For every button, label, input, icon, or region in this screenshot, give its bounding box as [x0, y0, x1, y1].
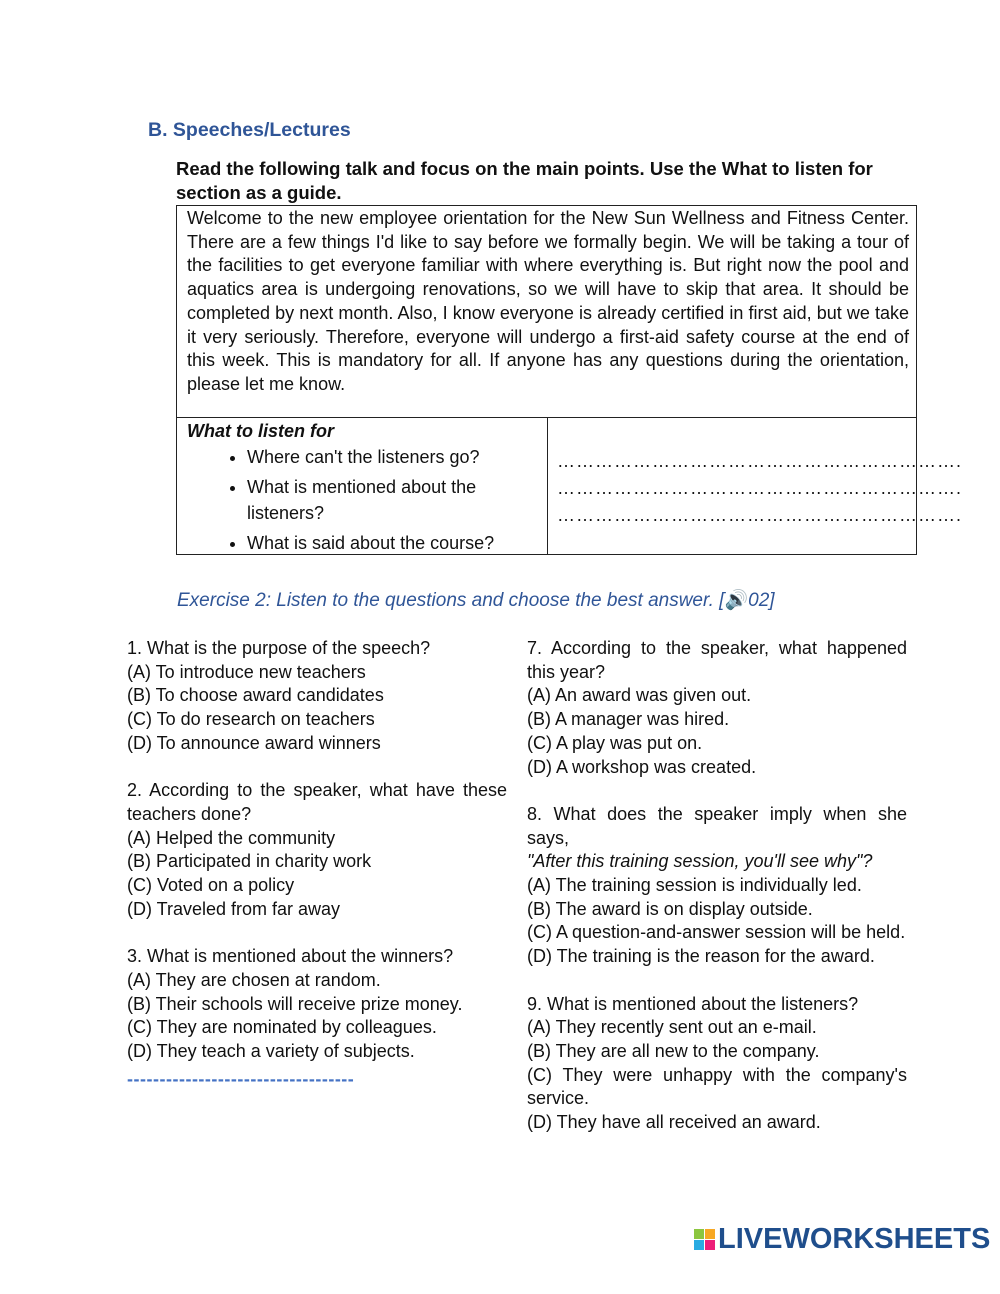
exercise-text: Exercise 2: Listen to the questions and choose the best answer. [ [177, 590, 725, 611]
questions-right [527, 637, 907, 1158]
divider: ----------------------------------- [127, 1069, 355, 1089]
instruction: Read the following talk and focus on the main points. Use the What to listen for section as a guide. [176, 158, 873, 203]
answer-cell [557, 448, 962, 529]
passage-box [176, 205, 963, 555]
question: 3. What is mentioned about the winners? (A) They are chosen at random. (B) Their schools will receive prize money. (C) They are nominated by colleagues. (D) They teach a variety of subjects. [127, 946, 463, 1061]
listen-item: • What is mentioned about the listeners? [247, 474, 547, 526]
listen-header: What to listen for [187, 421, 334, 441]
passage-text: Welcome to the new employee orientation for the New Sun Wellness and Fitness Center. There are a few things I'd like to say before we formally begin. We will be taking a tour of the facilities to get everyone familiar with where everything is. But right now the pool and aquatics area is undergoing renovations, so we will have to skip that area. It should be completed by next month. Also, I know everyone is already certified in first aid, but we take it very seriously. Therefore, everyone will undergo a first-aid safety course at the end of this week. This is mandatory for all. If anyone has any questions during the orientation, please let me know. [187, 208, 909, 394]
listen-item: • Where can't the listeners go? [247, 444, 547, 470]
logo-icon [694, 1229, 715, 1250]
speaker-icon[interactable]: 🔊 [724, 590, 749, 611]
question: 9. What is mentioned about the listeners? (A) They recently sent out an e-mail. (B) They are all new to the company. (C) They were unhappy with the company's service. (D) They have all received an award. [527, 993, 907, 1133]
listen-item: • What is said about the course? [247, 530, 547, 556]
section-title: B. Speeches/Lectures [148, 119, 351, 141]
answer-blank[interactable]: ………………………………………………………. [557, 505, 963, 525]
answer-blank[interactable]: ………………………………………………………. [557, 451, 963, 471]
question: 1. What is the purpose of the speech? (A) To introduce new teachers (B) To choose award candidates (C) To do research on teachers (D) To announce award winners [127, 638, 431, 753]
liveworksheets-logo [694, 1223, 991, 1255]
question: 2. According to the speaker, what have these teachers done? (A) Helped the community (B) Participated in charity work (C) Voted on a policy (D) Traveled from far away [127, 780, 507, 919]
questions-left [127, 637, 507, 1087]
answer-blank[interactable]: ………………………………………………………. [557, 478, 963, 498]
listen-table [177, 417, 963, 555]
listen-for-cell [177, 418, 548, 555]
question: 7. According to the speaker, what happened this year? (A) An award was given out. (B) A manager was hired. (C) A play was put on. (D) A workshop was created. [527, 638, 907, 777]
question: 8. What does the speaker imply when she says, "After this training session, you'll see why"? (A) The training session is individually led. (B) The award is on display outside. (C) A question-and-answer session will be held. (D) The training is the reason for the award. [527, 803, 907, 967]
track-number: 02] [748, 590, 775, 611]
exercise-heading [177, 589, 775, 613]
logo-text: LIVEWORKSHEETS [718, 1223, 991, 1255]
